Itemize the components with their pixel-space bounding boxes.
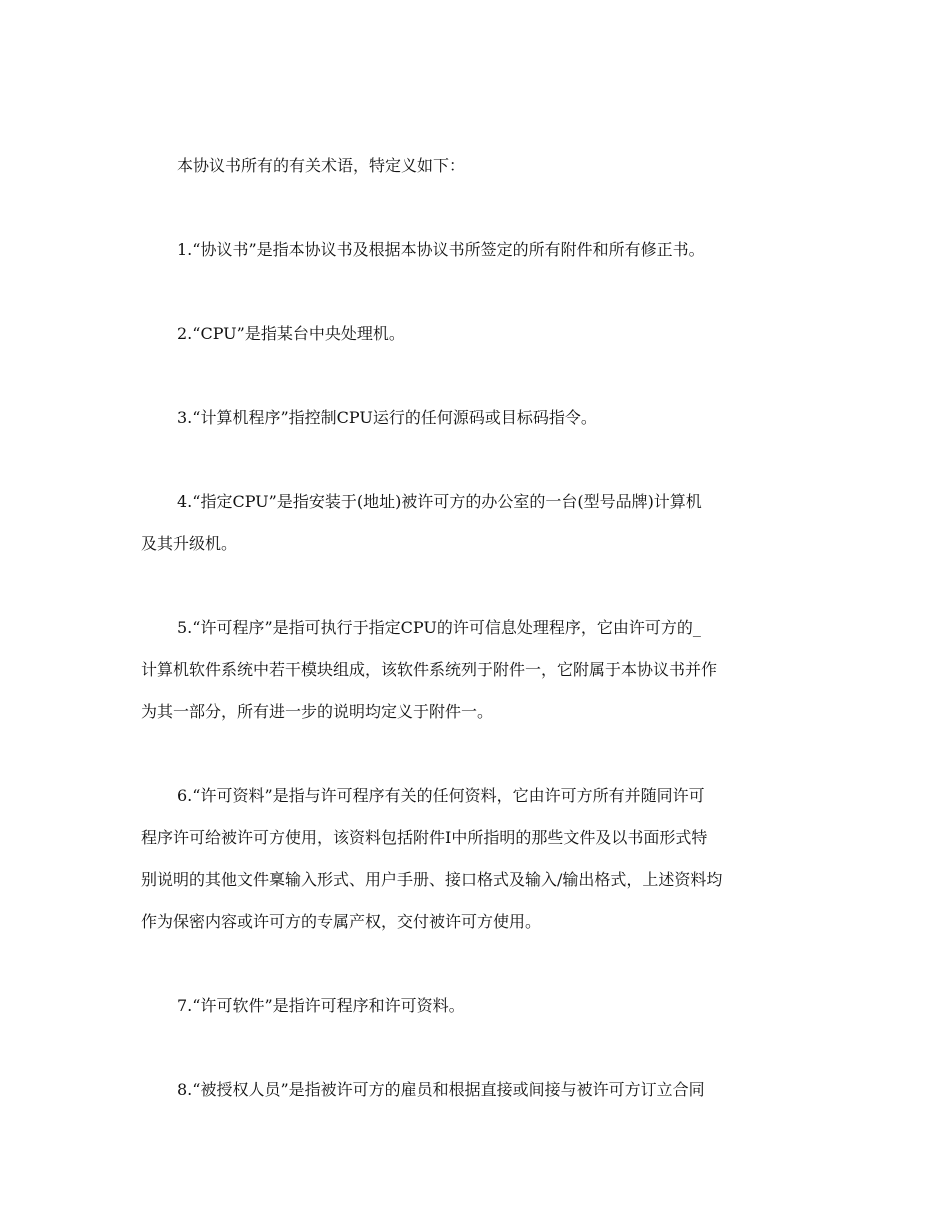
definition-2 — [141, 313, 813, 355]
intro-line: 本协议书所有的有关术语，特定义如下： — [177, 156, 466, 175]
definition-8 — [141, 1069, 813, 1111]
definition-line: 3.“计算机程序”指控制CPU运行的任何源码或目标码指令。 — [177, 408, 597, 427]
definition-line: 5.“许可程序”是指可执行于指定CPU的许可信息处理程序，它由许可方的_ — [177, 618, 701, 637]
intro-paragraph — [141, 145, 813, 187]
definition-line: 6.“许可资料”是指与许可程序有关的任何资料，它由许可方所有并随同许可 — [177, 786, 705, 805]
definition-line: 1.“协议书”是指本协议书及根据本协议书所签定的所有附件和所有修正书。 — [177, 240, 705, 259]
definition-line: 2.“CPU”是指某台中央处理机。 — [177, 324, 405, 343]
definition-6 — [141, 775, 813, 943]
definition-7 — [141, 985, 813, 1027]
definition-line: 计算机软件系统中若干模块组成，该软件系统列于附件一，它附属于本协议书并作 — [141, 660, 718, 679]
definition-line: 4.“指定CPU”是指安装于(地址)被许可方的办公室的一台(型号品牌)计算机 — [177, 492, 702, 511]
document-body — [141, 145, 813, 1111]
definition-line: 程序许可给被许可方使用，该资料包括附件I中所指明的那些文件及以书面形式特 — [141, 828, 708, 847]
definition-line: 及其升级机。 — [141, 534, 238, 553]
definition-5 — [141, 607, 813, 733]
definition-1 — [141, 229, 813, 271]
definition-4 — [141, 481, 813, 565]
definition-line: 别说明的其他文件稟输入形式、用户手册、接口格式及输入/输出格式，上述资料均 — [141, 870, 723, 889]
definition-line: 8.“被授权人员”是指被许可方的雇员和根据直接或间接与被许可方订立合同 — [177, 1080, 705, 1099]
definition-line: 为其一部分，所有进一步的说明均定义于附件一。 — [141, 702, 494, 721]
definition-3 — [141, 397, 813, 439]
definition-line: 作为保密内容或许可方的专属产权，交付被许可方使用。 — [141, 912, 542, 931]
definition-line: 7.“许可软件”是指许可程序和许可资料。 — [177, 996, 465, 1015]
